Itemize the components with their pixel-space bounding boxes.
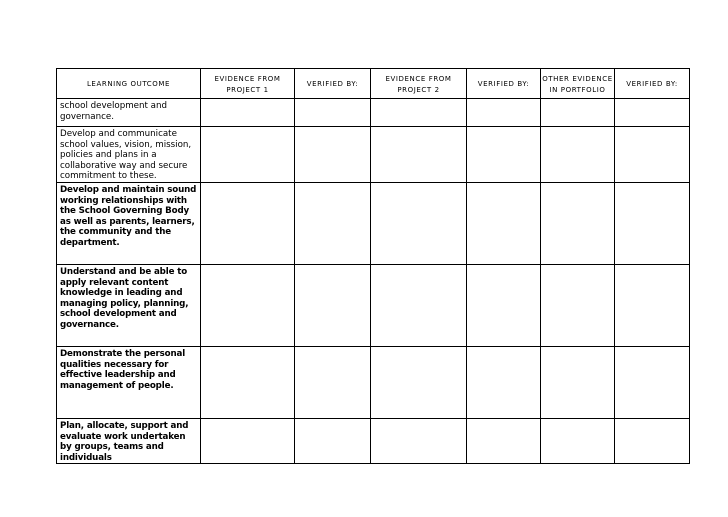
verified-by-1-cell[interactable]: [295, 264, 371, 346]
evidence-project-2-cell[interactable]: [371, 99, 467, 127]
header-verified-by-3: VERIFIED BY:: [615, 69, 690, 99]
evidence-project-2-cell[interactable]: [371, 418, 467, 463]
verified-by-2-cell[interactable]: [467, 264, 541, 346]
verified-by-2-cell[interactable]: [467, 127, 541, 183]
outcome-cell: Demonstrate the personal qualities necessary for effective leadership and management of people.: [57, 346, 201, 418]
other-evidence-cell[interactable]: [541, 182, 615, 264]
learning-outcomes-table: [56, 68, 690, 464]
evidence-project-2-cell[interactable]: [371, 264, 467, 346]
evidence-project-1-cell[interactable]: [201, 264, 295, 346]
other-evidence-cell[interactable]: [541, 346, 615, 418]
evidence-project-2-cell[interactable]: [371, 182, 467, 264]
other-evidence-cell[interactable]: [541, 127, 615, 183]
header-evidence-project-2: EVIDENCE FROM PROJECT 2: [371, 69, 467, 99]
table-row: [57, 127, 690, 183]
evidence-project-1-cell[interactable]: [201, 182, 295, 264]
other-evidence-cell[interactable]: [541, 264, 615, 346]
evidence-project-1-cell[interactable]: [201, 127, 295, 183]
outcome-cell: Develop and communicate school values, vision, mission, policies and plans in a collaborative way and secure commitment to these.: [57, 127, 201, 183]
header-verified-by-2: VERIFIED BY:: [467, 69, 541, 99]
evidence-project-1-cell[interactable]: [201, 99, 295, 127]
evidence-project-2-cell[interactable]: [371, 346, 467, 418]
evidence-project-1-cell[interactable]: [201, 346, 295, 418]
verified-by-1-cell[interactable]: [295, 346, 371, 418]
verified-by-1-cell[interactable]: [295, 182, 371, 264]
verified-by-3-cell[interactable]: [615, 182, 690, 264]
verified-by-1-cell[interactable]: [295, 418, 371, 463]
verified-by-1-cell[interactable]: [295, 127, 371, 183]
header-learning-outcome: LEARNING OUTCOME: [57, 69, 201, 99]
table-row: [57, 99, 690, 127]
verified-by-1-cell[interactable]: [295, 99, 371, 127]
verified-by-3-cell[interactable]: [615, 418, 690, 463]
table-row: [57, 346, 690, 418]
evidence-project-2-cell[interactable]: [371, 127, 467, 183]
header-evidence-project-1: EVIDENCE FROM PROJECT 1: [201, 69, 295, 99]
other-evidence-cell[interactable]: [541, 99, 615, 127]
header-row: [57, 69, 690, 99]
table-row: [57, 182, 690, 264]
header-other-evidence: OTHER EVIDENCE IN PORTFOLIO: [541, 69, 615, 99]
verified-by-2-cell[interactable]: [467, 346, 541, 418]
evidence-project-1-cell[interactable]: [201, 418, 295, 463]
header-verified-by-1: VERIFIED BY:: [295, 69, 371, 99]
verified-by-3-cell[interactable]: [615, 346, 690, 418]
verified-by-3-cell[interactable]: [615, 264, 690, 346]
outcome-cell: school development and governance.: [57, 99, 201, 127]
verified-by-3-cell[interactable]: [615, 99, 690, 127]
outcome-cell: Develop and maintain sound working relationships with the School Governing Body as well as parents, learners, the community and the department.: [57, 182, 201, 264]
outcome-cell: Understand and be able to apply relevant content knowledge in leading and managing policy, planning, school development and governance.: [57, 264, 201, 346]
verified-by-3-cell[interactable]: [615, 127, 690, 183]
other-evidence-cell[interactable]: [541, 418, 615, 463]
verified-by-2-cell[interactable]: [467, 99, 541, 127]
table-row: [57, 264, 690, 346]
verified-by-2-cell[interactable]: [467, 418, 541, 463]
table-row: [57, 418, 690, 463]
verified-by-2-cell[interactable]: [467, 182, 541, 264]
outcome-cell: Plan, allocate, support and evaluate work undertaken by groups, teams and individuals: [57, 418, 201, 463]
